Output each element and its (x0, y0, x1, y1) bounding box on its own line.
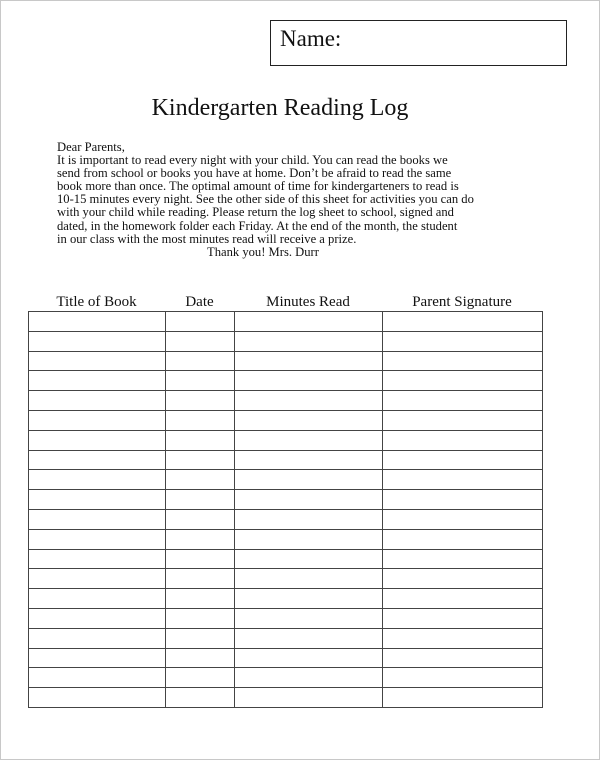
minutes-read-cell[interactable] (235, 450, 383, 470)
title-of-book-cell[interactable] (29, 410, 166, 430)
table-row (29, 371, 543, 391)
minutes-read-cell[interactable] (235, 410, 383, 430)
table-row (29, 331, 543, 351)
letter-greeting: Dear Parents, (57, 140, 125, 154)
reading-log-table (28, 311, 543, 708)
title-of-book-cell[interactable] (29, 589, 166, 609)
letter-line: in our class with the most minutes read will receive a prize. (57, 231, 357, 246)
table-row (29, 351, 543, 371)
parent-signature-cell[interactable] (383, 351, 543, 371)
parent-signature-cell[interactable] (383, 549, 543, 569)
title-of-book-cell[interactable] (29, 668, 166, 688)
date-cell[interactable] (166, 470, 235, 490)
letter-line: book more than once. The optimal amount of time for kindergarteners to read is (57, 179, 459, 194)
minutes-read-cell[interactable] (235, 490, 383, 510)
table-row (29, 509, 543, 529)
letter-line: It is important to read every night with your child. You can read the books we (57, 153, 448, 168)
date-cell[interactable] (166, 628, 235, 648)
letter-line: 10-15 minutes every night. See the other side of this sheet for activities you can do (57, 192, 474, 207)
table-row (29, 450, 543, 470)
minutes-read-cell[interactable] (235, 470, 383, 490)
table-row (29, 470, 543, 490)
date-cell[interactable] (166, 589, 235, 609)
title-of-book-cell[interactable] (29, 509, 166, 529)
parent-signature-cell[interactable] (383, 430, 543, 450)
date-cell[interactable] (166, 648, 235, 668)
page-title: Kindergarten Reading Log (151, 95, 409, 121)
table-row (29, 608, 543, 628)
column-header-date: Date (185, 294, 214, 310)
date-cell[interactable] (166, 509, 235, 529)
minutes-read-cell[interactable] (235, 628, 383, 648)
minutes-read-cell[interactable] (235, 668, 383, 688)
minutes-read-cell[interactable] (235, 549, 383, 569)
date-cell[interactable] (166, 430, 235, 450)
minutes-read-cell[interactable] (235, 529, 383, 549)
letter-line: with your child while reading. Please return the log sheet to school, signed and (57, 205, 454, 220)
date-cell[interactable] (166, 312, 235, 332)
parent-signature-cell[interactable] (383, 509, 543, 529)
parent-signature-cell[interactable] (383, 312, 543, 332)
date-cell[interactable] (166, 608, 235, 628)
minutes-read-cell[interactable] (235, 331, 383, 351)
date-cell[interactable] (166, 371, 235, 391)
name-label: Name: (280, 26, 342, 51)
parent-signature-cell[interactable] (383, 529, 543, 549)
column-header-title-of-book: Title of Book (56, 294, 137, 310)
minutes-read-cell[interactable] (235, 509, 383, 529)
table-row (29, 688, 543, 708)
minutes-read-cell[interactable] (235, 648, 383, 668)
parent-letter (57, 141, 527, 259)
date-cell[interactable] (166, 450, 235, 470)
title-of-book-cell[interactable] (29, 648, 166, 668)
parent-signature-cell[interactable] (383, 648, 543, 668)
parent-signature-cell[interactable] (383, 371, 543, 391)
date-cell[interactable] (166, 351, 235, 371)
title-of-book-cell[interactable] (29, 688, 166, 708)
parent-signature-cell[interactable] (383, 410, 543, 430)
minutes-read-cell[interactable] (235, 371, 383, 391)
minutes-read-cell[interactable] (235, 688, 383, 708)
parent-signature-cell[interactable] (383, 668, 543, 688)
table-row (29, 391, 543, 411)
letter-signoff: Thank you! Mrs. Durr (207, 244, 319, 259)
table-row (29, 549, 543, 569)
parent-signature-cell[interactable] (383, 569, 543, 589)
table-row (29, 410, 543, 430)
date-cell[interactable] (166, 688, 235, 708)
title-of-book-cell[interactable] (29, 371, 166, 391)
minutes-read-cell[interactable] (235, 608, 383, 628)
date-cell[interactable] (166, 569, 235, 589)
parent-signature-cell[interactable] (383, 688, 543, 708)
minutes-read-cell[interactable] (235, 430, 383, 450)
table-row (29, 312, 543, 332)
minutes-read-cell[interactable] (235, 312, 383, 332)
date-cell[interactable] (166, 331, 235, 351)
date-cell[interactable] (166, 410, 235, 430)
table-row (29, 529, 543, 549)
parent-signature-cell[interactable] (383, 490, 543, 510)
letter-line: send from school or books you have at home. Don’t be afraid to read the same (57, 166, 452, 181)
minutes-read-cell[interactable] (235, 589, 383, 609)
date-cell[interactable] (166, 490, 235, 510)
table-row (29, 569, 543, 589)
minutes-read-cell[interactable] (235, 569, 383, 589)
table-row (29, 628, 543, 648)
letter-line: dated, in the homework folder each Friday. At the end of the month, the student (57, 218, 458, 233)
title-of-book-cell[interactable] (29, 549, 166, 569)
table-row (29, 589, 543, 609)
date-cell[interactable] (166, 668, 235, 688)
parent-signature-cell[interactable] (383, 450, 543, 470)
reading-log-body (29, 312, 543, 708)
title-of-book-cell[interactable] (29, 430, 166, 450)
parent-signature-cell[interactable] (383, 470, 543, 490)
parent-signature-cell[interactable] (383, 331, 543, 351)
title-of-book-cell[interactable] (29, 490, 166, 510)
title-of-book-cell[interactable] (29, 391, 166, 411)
column-header-parent-signature: Parent Signature (412, 294, 512, 310)
table-row (29, 430, 543, 450)
table-row (29, 490, 543, 510)
name-box[interactable] (270, 20, 567, 66)
parent-signature-cell[interactable] (383, 589, 543, 609)
column-header-minutes-read: Minutes Read (266, 294, 350, 310)
parent-signature-cell[interactable] (383, 391, 543, 411)
title-of-book-cell[interactable] (29, 569, 166, 589)
title-of-book-cell[interactable] (29, 628, 166, 648)
date-cell[interactable] (166, 549, 235, 569)
title-of-book-cell[interactable] (29, 331, 166, 351)
date-cell[interactable] (166, 529, 235, 549)
parent-signature-cell[interactable] (383, 628, 543, 648)
date-cell[interactable] (166, 391, 235, 411)
title-of-book-cell[interactable] (29, 312, 166, 332)
minutes-read-cell[interactable] (235, 351, 383, 371)
parent-signature-cell[interactable] (383, 608, 543, 628)
table-row (29, 668, 543, 688)
table-row (29, 648, 543, 668)
title-of-book-cell[interactable] (29, 608, 166, 628)
minutes-read-cell[interactable] (235, 391, 383, 411)
title-of-book-cell[interactable] (29, 470, 166, 490)
title-of-book-cell[interactable] (29, 529, 166, 549)
title-of-book-cell[interactable] (29, 450, 166, 470)
title-of-book-cell[interactable] (29, 351, 166, 371)
